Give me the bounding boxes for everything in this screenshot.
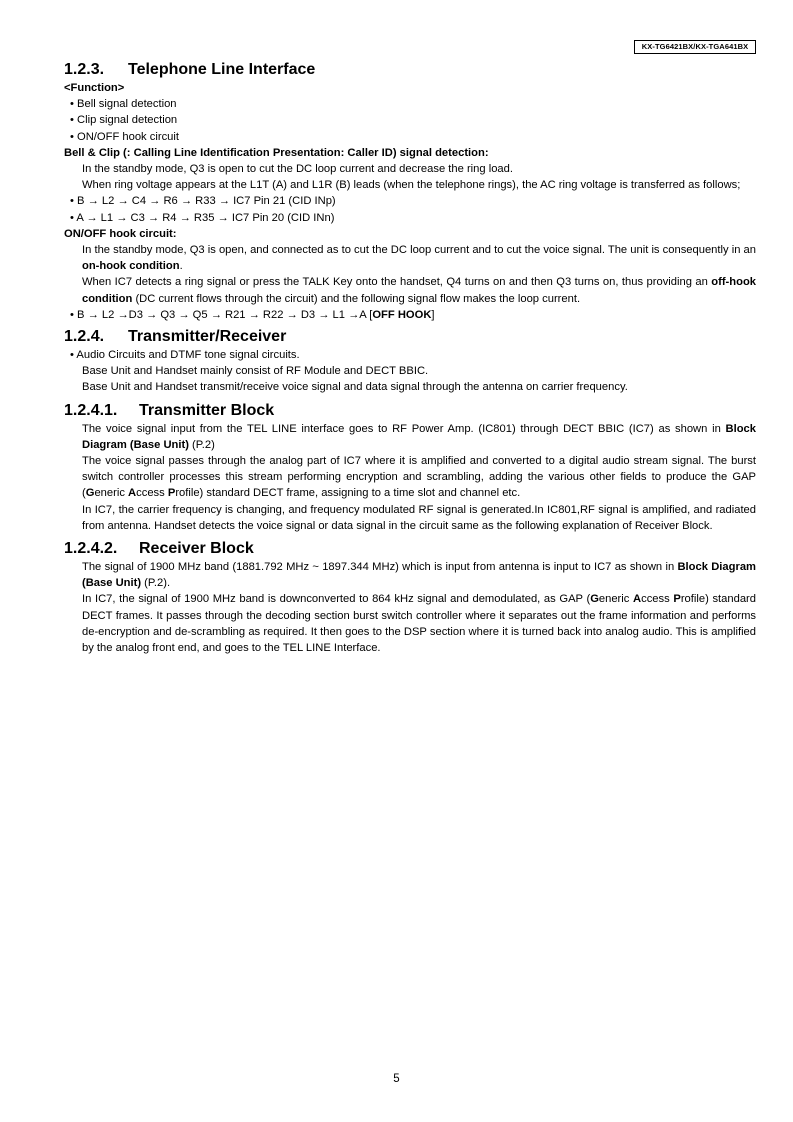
signal-flow: • A → L1 → C3 → R4 → R35 → IC7 Pin 20 (CID INn) <box>70 211 335 224</box>
model-number-box: KX-TG6421BX/KX-TGA641BX <box>634 40 756 54</box>
paragraph: Base Unit and Handset mainly consist of RF Module and DECT BBIC. <box>82 365 429 378</box>
paragraph: In the standby mode, Q3 is open, and connected as to cut the DC loop current and to cut the voice signal. The unit is consequently in an on-hook condition. <box>82 244 756 273</box>
section-number: 1.2.4.1. <box>64 401 118 419</box>
page-number: 5 <box>393 1073 400 1085</box>
paragraph: When ring voltage appears at the L1T (A) and L1R (B) leads (when the telephone rings), the AC ring voltage is transferred as follows; <box>82 179 741 192</box>
paragraph: The voice signal input from the TEL LINE interface goes to RF Power Amp. (IC801) through DECT BBIC (IC7) as shown in Block Diagram (Base Unit) (P.2) <box>82 422 756 451</box>
section-title: Transmitter/Receiver <box>128 328 287 346</box>
paragraph: In IC7, the carrier frequency is changing, and frequency modulated RF signal is generated.In IC801,RF signal is amplified, and radiated from antenna. Handset detects the voice signal or data signal in the circuit same as the following explanation of Receiver Block. <box>82 503 756 532</box>
function-item: • Bell signal detection <box>70 98 177 111</box>
section-number: 1.2.3. <box>64 61 105 78</box>
paragraph: The voice signal passes through the analog part of IC7 where it is amplified and converted to a digital audio stream signal. The burst switch controller processes this stream performing encryption and scrambling, adding the various other fields to produce the GAP (Generic Access Profile) standard DECT frame, assigning to a time slot and channel etc. <box>82 455 756 500</box>
section-heading-1-2-3 <box>64 60 756 80</box>
onoff-hook-label: ON/OFF hook circuit: <box>64 227 177 240</box>
section-number: 1.2.4.2. <box>64 540 118 558</box>
section-title: Transmitter Block <box>139 401 275 419</box>
function-item: • Clip signal detection <box>70 114 178 127</box>
section-heading-1-2-4 <box>64 327 756 347</box>
paragraph: Base Unit and Handset transmit/receive voice signal and data signal through the antenna on carrier frequency. <box>82 381 628 394</box>
signal-flow: • B → L2 →D3 → Q3 → Q5 → R21 → R22 → D3 → L1 →A [OFF HOOK] <box>70 308 435 321</box>
bell-clip-label: Bell & Clip (: Calling Line Identification Presentation: Caller ID) signal detection: <box>64 146 489 159</box>
section-title: Telephone Line Interface <box>128 61 316 78</box>
paragraph: In the standby mode, Q3 is open to cut the DC loop current and decrease the ring load. <box>82 163 513 176</box>
block-diagram-ref: Block Diagram (Base Unit) <box>82 561 756 590</box>
function-item: • ON/OFF hook circuit <box>70 130 179 143</box>
section-heading-1-2-4-1 <box>64 401 756 421</box>
block-diagram-ref: Block Diagram (Base Unit) <box>82 422 756 451</box>
paragraph: The signal of 1900 MHz band (1881.792 MHz ~ 1897.344 MHz) which is input from antenna is input to IC7 as shown in Block Diagram (Base Unit) (P.2). <box>82 561 756 590</box>
section-heading-1-2-4-2 <box>64 539 756 559</box>
section-number: 1.2.4. <box>64 328 105 346</box>
paragraph: • Audio Circuits and DTMF tone signal circuits. <box>70 349 300 362</box>
function-label: <Function> <box>64 82 125 94</box>
section-title: Receiver Block <box>139 540 254 558</box>
signal-flow: • B → L2 → C4 → R6 → R33 → IC7 Pin 21 (CID INp) <box>70 195 336 208</box>
paragraph: When IC7 detects a ring signal or press the TALK Key onto the handset, Q4 turns on and then Q3 turns on, thus providing an off-hook condition (DC current flows through the circuit) and the following signal flow makes the loop current. <box>82 276 756 305</box>
document-body <box>64 60 756 656</box>
paragraph: In IC7, the signal of 1900 MHz band is downconverted to 864 kHz signal and demodulated, as GAP (Generic Access Profile) standard DECT frames. It passes through the decoding section burst switch controller where it separates out the frame information and performs de-encryption and de-scrambling as required. It then goes to the DSP section where it is turned back into analog audio. This is amplified by the analog front end, and goes to the TEL LINE Interface. <box>82 593 756 655</box>
